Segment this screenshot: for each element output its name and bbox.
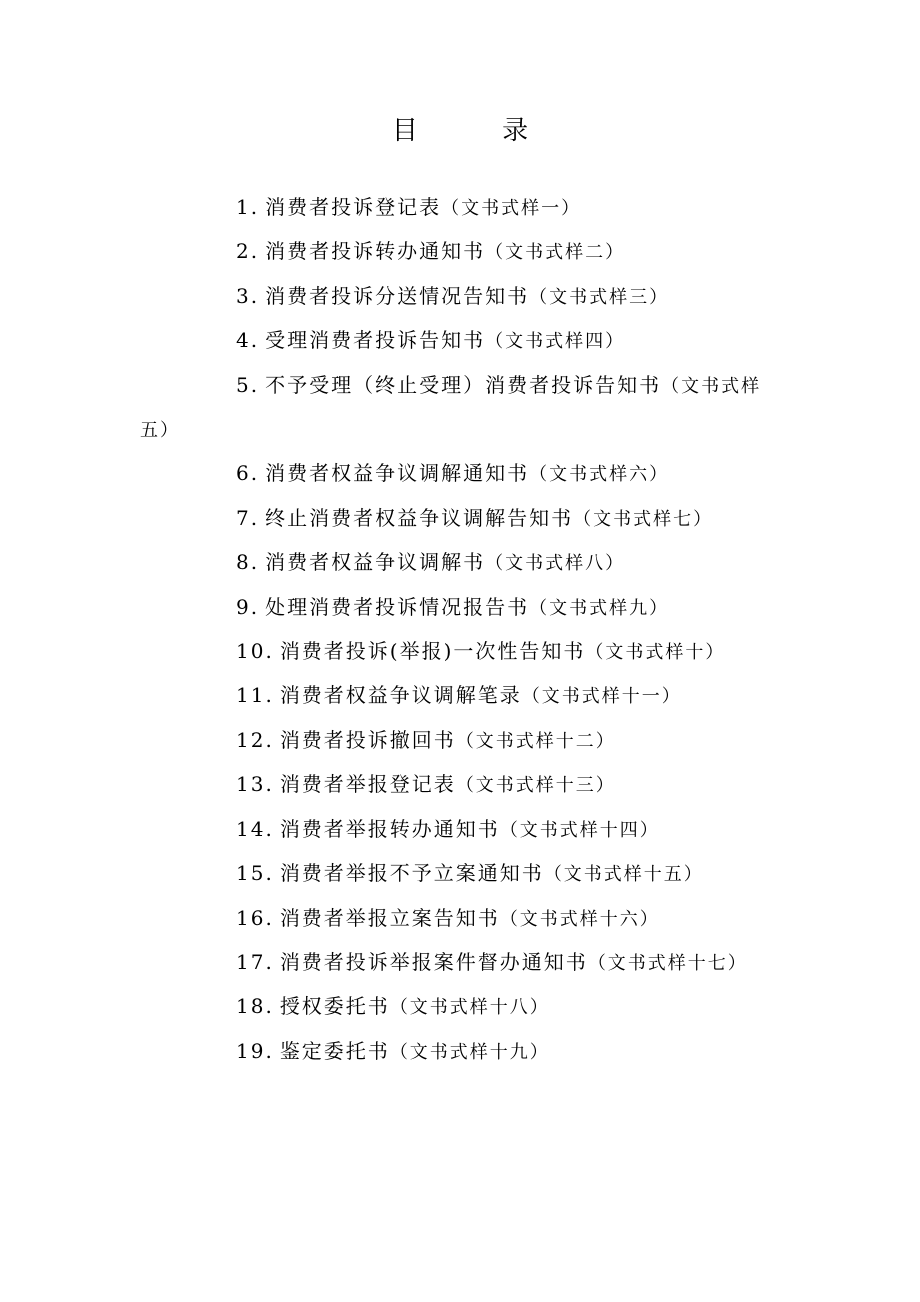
toc-item [140,630,790,674]
toc-item [140,586,790,630]
toc-item-title: 消费者举报转办通知书 [279,816,500,841]
toc-item [140,897,790,941]
toc-item-number: 10. [236,639,274,664]
toc-item-number: 5. [236,372,260,397]
toc-item-number: 15. [236,861,274,886]
toc-item-title: 消费者举报不予立案通知书 [279,861,544,886]
toc-item [140,230,790,274]
toc-item [140,852,790,896]
toc-item-title: 消费者投诉分送情况告知书 [265,283,530,308]
toc-item-sample-label: （文书式样十九） [389,1041,550,1063]
toc-item-number: 16. [236,905,274,930]
toc-item-title: 消费者举报立案告知书 [279,905,500,930]
toc-item-sample-label: （文书式样十七） [587,952,748,974]
toc-item-number: 14. [236,816,274,841]
toc-item [140,941,790,985]
toc-item-title: 消费者投诉(举报)一次性告知书 [279,639,586,664]
toc-item [140,719,790,763]
toc-item-title: 鉴定委托书 [279,1038,390,1063]
toc-item-number: 11. [236,683,274,708]
toc-item-title: 消费者权益争议调解书 [265,550,486,575]
toc-item-sample-label: （文书式样一） [441,198,582,219]
toc-item-sample-label: （文书式样十三） [455,775,616,797]
toc-item-title: 消费者权益争议调解通知书 [265,461,530,486]
toc-item [140,364,790,453]
toc-item [140,275,790,319]
toc-item-title: 消费者投诉举报案件督办通知书 [279,949,588,974]
toc-item-number: 7. [236,505,260,530]
toc-item [140,808,790,852]
toc-item-title: 消费者投诉登记表 [265,195,442,219]
toc-item [140,674,790,718]
toc-item-number: 17. [236,949,274,974]
toc-item [140,186,790,230]
toc-item [140,1030,790,1074]
toc-item [140,452,790,496]
toc-item-title: 消费者投诉撤回书 [279,727,456,752]
toc-item-number: 2. [236,239,260,264]
toc-item-sample-label: （文书式样十二） [455,730,616,752]
toc-item [140,985,790,1029]
table-of-contents [140,186,790,1074]
toc-item-number: 12. [236,727,274,752]
toc-item-sample-label: （文书式样二） [485,242,626,264]
toc-item-number: 6. [236,461,260,486]
toc-item-sample-label: （文书式样十八） [389,997,550,1019]
toc-item-number: 9. [236,594,260,619]
toc-item-sample-label: （文书式样七） [573,508,714,530]
toc-item-title: 不予受理（终止受理）消费者投诉告知书 [265,372,662,397]
toc-item-sample-label: （文书式样十四） [499,819,660,841]
toc-item-title: 处理消费者投诉情况报告书 [265,594,530,619]
toc-item [140,319,790,363]
toc-item-number: 3. [236,283,260,308]
toc-item [140,541,790,585]
toc-item-title: 授权委托书 [279,994,390,1019]
toc-item-sample-label: （文书式样十一） [521,686,682,708]
toc-item-sample-label: （文书式样六） [529,464,670,486]
page-title: 目 录 [391,116,567,146]
toc-item-sample-label: （文书式样十五） [543,864,704,886]
toc-item-title: 消费者举报登记表 [279,772,456,797]
toc-item-number: 1. [236,195,260,219]
toc-item-title: 消费者权益争议调解笔录 [279,683,522,708]
toc-item-number: 8. [236,550,260,575]
toc-item-title: 终止消费者权益争议调解告知书 [265,505,574,530]
toc-item-sample-label: （文书式样十） [585,642,726,664]
toc-item-title: 消费者投诉转办通知书 [265,239,486,264]
toc-item-number: 19. [236,1038,274,1063]
toc-item [140,763,790,807]
toc-item-sample-label: （文书式样九） [529,597,670,619]
toc-item-number: 18. [236,994,274,1019]
toc-item [140,497,790,541]
toc-item-sample-label: （文书式样四） [485,331,626,353]
toc-item-sample-label: （文书式样十六） [499,908,660,930]
toc-item-title: 受理消费者投诉告知书 [265,328,486,353]
toc-item-sample-label: （文书式样五） [140,375,762,442]
toc-item-number: 4. [236,328,260,353]
toc-item-number: 13. [236,772,274,797]
toc-item-sample-label: （文书式样八） [485,553,626,575]
toc-item-sample-label: （文书式样三） [529,286,670,308]
